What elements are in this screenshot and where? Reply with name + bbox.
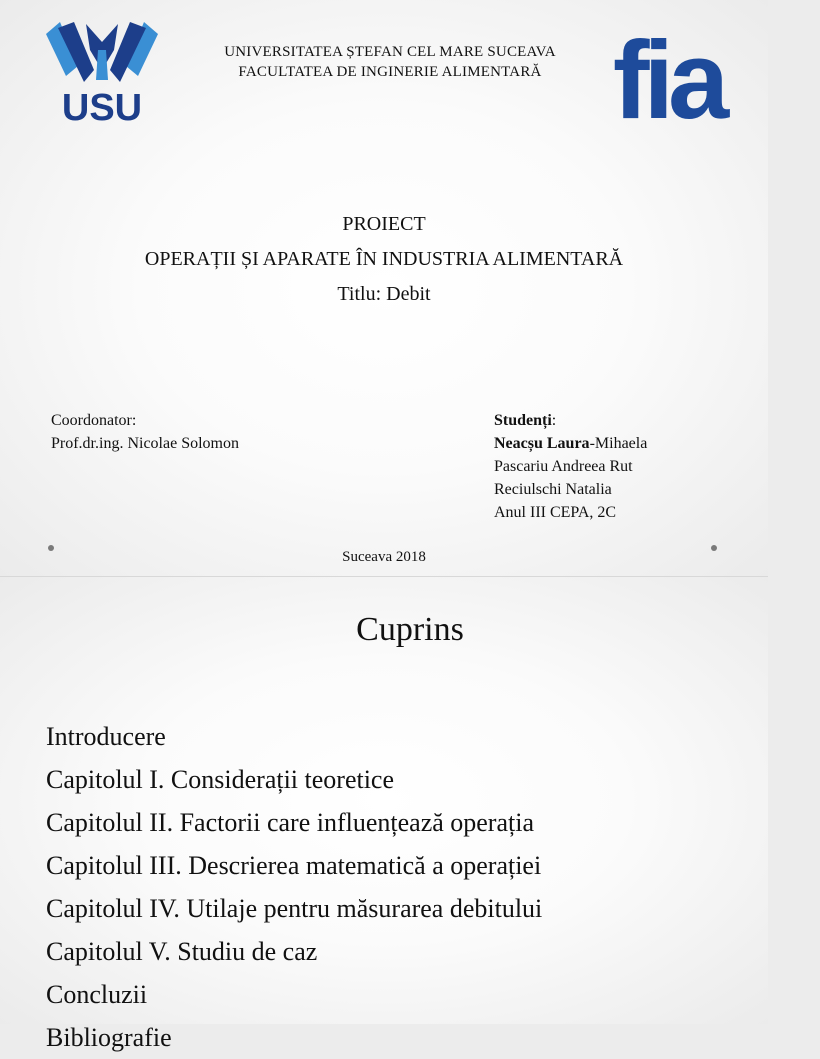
contents-slide [0, 577, 768, 1052]
project-label: PROIECT [342, 213, 426, 235]
project-subject: OPERAȚII ȘI APARATE ÎN INDUSTRIA ALIMENTARĂ [144, 248, 624, 270]
university-name: UNIVERSITATEA ȘTEFAN CEL MARE SUCEAVA [224, 44, 556, 60]
fia-logo-icon [612, 18, 724, 142]
list-item: Capitolul III. Descrierea matematică a operației [46, 851, 542, 880]
student-2: Pascariu Andreea Rut [494, 458, 633, 475]
year-group: Anul III CEPA, 2C [494, 504, 617, 521]
students-block [494, 409, 647, 524]
list-item: Introducere [46, 722, 166, 751]
student-1-rest: -Mihaela [589, 435, 648, 452]
student-1 [494, 432, 647, 455]
list-item: Concluzii [46, 980, 148, 1009]
list-item: Capitolul V. Studiu de caz [46, 937, 318, 966]
project-title: Titlu: Debit [337, 283, 431, 305]
students-label-colon: : [551, 412, 557, 429]
students-label: Studenți [494, 412, 552, 429]
coordinator-name: Prof.dr.ing. Nicolae Solomon [51, 435, 239, 452]
list-item: Capitolul I. Considerații teoretice [46, 765, 395, 794]
university-header [170, 42, 610, 82]
contents-list [46, 715, 542, 1059]
fia-logo-text: fia [612, 19, 724, 142]
contents-title: Cuprins [356, 611, 464, 648]
list-item: Capitolul IV. Utilaje pentru măsurarea debitului [46, 894, 543, 923]
list-item: Capitolul II. Factorii care influențează operația [46, 808, 534, 837]
coordinator-block [51, 409, 239, 455]
coordinator-label: Coordonator: [51, 412, 137, 429]
list-item: Bibliografie [46, 1023, 172, 1052]
project-heading [0, 207, 768, 312]
usu-logo-text: USU [61, 87, 143, 129]
students-heading [494, 409, 647, 432]
student-1-bold: Neacșu Laura [494, 435, 590, 452]
student-3: Reciulschi Natalia [494, 481, 612, 498]
faculty-name: FACULTATEA DE INGINERIE ALIMENTARĂ [238, 64, 542, 80]
usu-crest-logo-icon [44, 20, 160, 129]
city-year: Suceava 2018 [342, 549, 426, 565]
